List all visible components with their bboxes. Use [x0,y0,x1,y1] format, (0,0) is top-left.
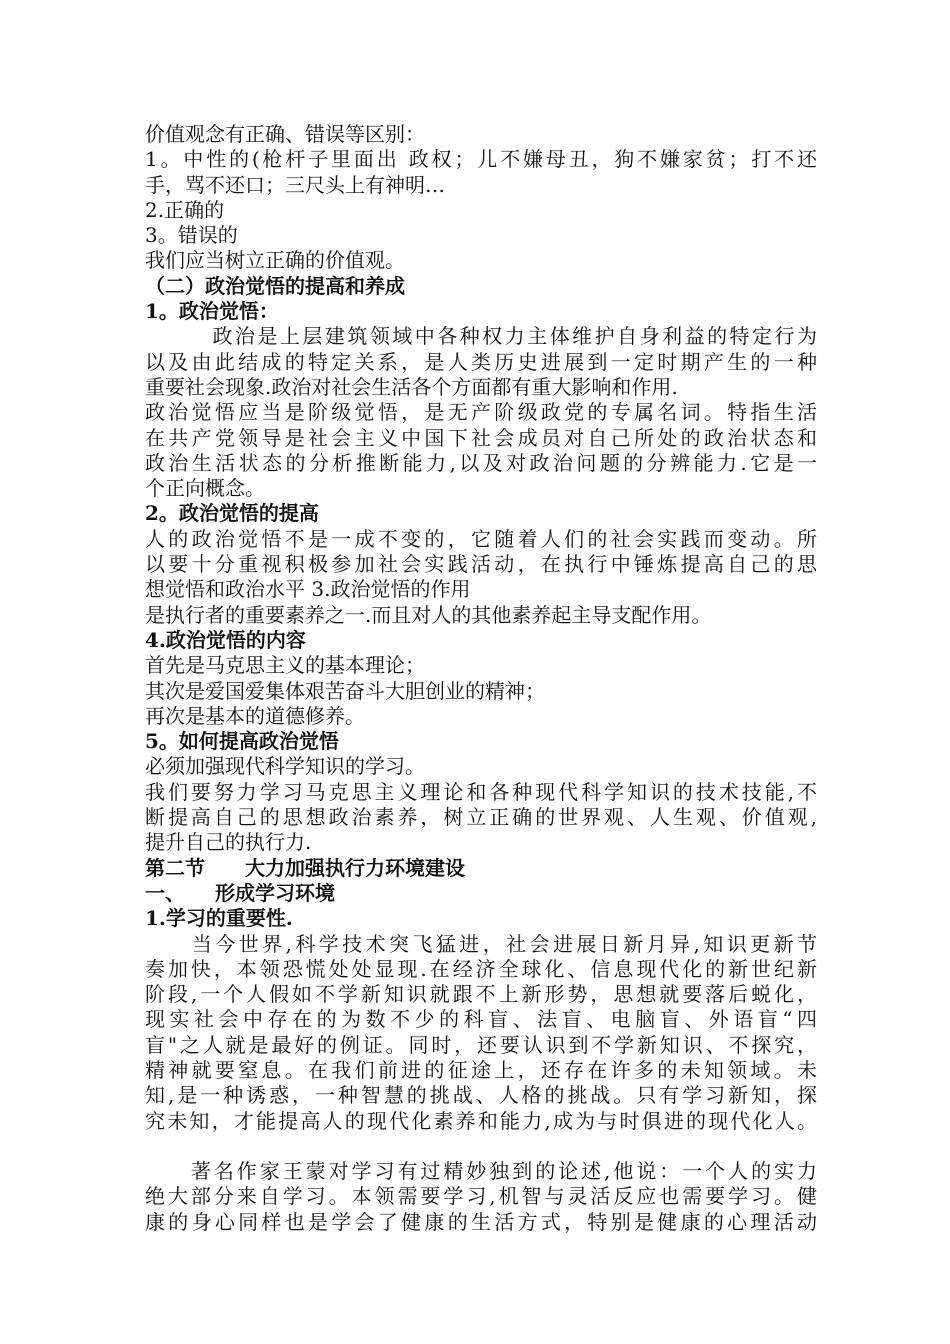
text-line: 价值观念有正确、错误等区别： [145,122,425,146]
text-line: 绝大部分来自学习。本领需要学习,机智与灵活反应也需要学习。健 [145,1184,817,1209]
text-line: 手，骂不还口；三尺头上有神明… [145,172,445,197]
text-line: 究未知，才能提高人的现代化素养和能力,成为与时俱进的现代化人。 [145,1108,817,1133]
text-line: 提升自己的执行力. [145,830,312,855]
heading-line: 2。政治觉悟的提高 [145,501,319,526]
text-line: 1。中性的(枪杆子里面出 政权；儿不嫌母丑，狗不嫌家贫；打不还 [145,147,817,172]
text-line: 盲"之人就是最好的例证。同时，还要认识到不学新知识、不探究， [145,1032,817,1057]
text-line: 其次是爱国爱集体艰苦奋斗大胆创业的精神； [145,678,545,703]
text-line: 政治生活状态的分析推断能力,以及对政治问题的分辨能力.它是一 [145,450,817,475]
text-line: 在共产党领导是社会主义中国下社会成员对自己所处的政治状态和 [145,425,817,450]
text-line: 现实社会中存在的为数不少的科盲、法盲、电脑盲、外语盲“四 [145,1007,817,1032]
text-line: 我们应当树立正确的价值观。 [145,248,405,273]
text-line: 首先是马克思主义的基本理论； [145,653,425,678]
text-line: 2.正确的 [145,197,225,222]
text-line: 以及由此结成的特定关系，是人类历史进展到一定时期产生的一种 [145,349,817,374]
text-line: 3。错误的 [145,223,238,248]
text-line: 奏加快，本领恐慌处处显现.在经济全球化、信息现代化的新世纪新 [145,956,817,981]
text-line: 重要社会现象.政治对社会生活各个方面都有重大影响和作用. [145,374,678,399]
text-line: 个正向概念。 [145,476,265,501]
text-line: 著名作家王蒙对学习有过精妙独到的论述,他说：一个人的实力 [145,1159,817,1184]
text-line: 康的身心同样也是学会了健康的生活方式，特别是健康的心理活动 [145,1209,817,1234]
text-line: 阶段,一个人假如不学新知识就跟不上新形势，思想就要落后蜕化， [145,982,817,1007]
heading-line: 1。政治觉悟： [145,299,279,324]
text-line: 再次是基本的道德修养。 [145,703,365,728]
document-page [145,122,817,1235]
text-line: 知,是一种诱惑，一种智慧的挑战、人格的挑战。只有学习新知，探 [145,1083,817,1108]
blank-line [145,1134,817,1159]
text-line: 断提高自己的思想政治素养，树立正确的世界观、人生观、价值观, [145,805,817,830]
text-line: 我们要努力学习马克思主义理论和各种现代科学知识的技术技能,不 [145,779,817,804]
heading-line: 1.学习的重要性. [145,906,293,931]
text-line: 是执行者的重要素养之一.而且对人的其他素养起主导支配作用。 [145,602,712,627]
heading-line: 5。如何提高政治觉悟 [145,729,339,754]
text-line: 人的政治觉悟不是一成不变的，它随着人们的社会实践而变动。所 [145,526,817,551]
heading-line: （二）政治觉悟的提高和养成 [145,273,405,298]
heading-line: 第二节 大力加强执行力环境建设 [145,855,465,880]
text-line: 想觉悟和政治水平 3.政治觉悟的作用 [145,577,471,602]
heading-line: 4.政治觉悟的内容 [145,627,306,652]
text-line: 精神就要窒息。在我们前进的征途上，还存在许多的未知领域。未 [145,1057,817,1082]
text-line: 必须加强现代科学知识的学习。 [145,754,425,779]
text-line: 当今世界,科学技术突飞猛进，社会进展日新月异,知识更新节 [145,931,817,956]
text-line: 政治是上层建筑领域中各种权力主体维护自身利益的特定行为 [145,324,817,349]
heading-line: 一、 形成学习环境 [145,880,335,905]
text-line: 以要十分重视积极参加社会实践活动，在执行中锤炼提高自己的思 [145,552,817,577]
text-line: 政治觉悟应当是阶级觉悟，是无产阶级政党的专属名词。特指生活 [145,400,817,425]
